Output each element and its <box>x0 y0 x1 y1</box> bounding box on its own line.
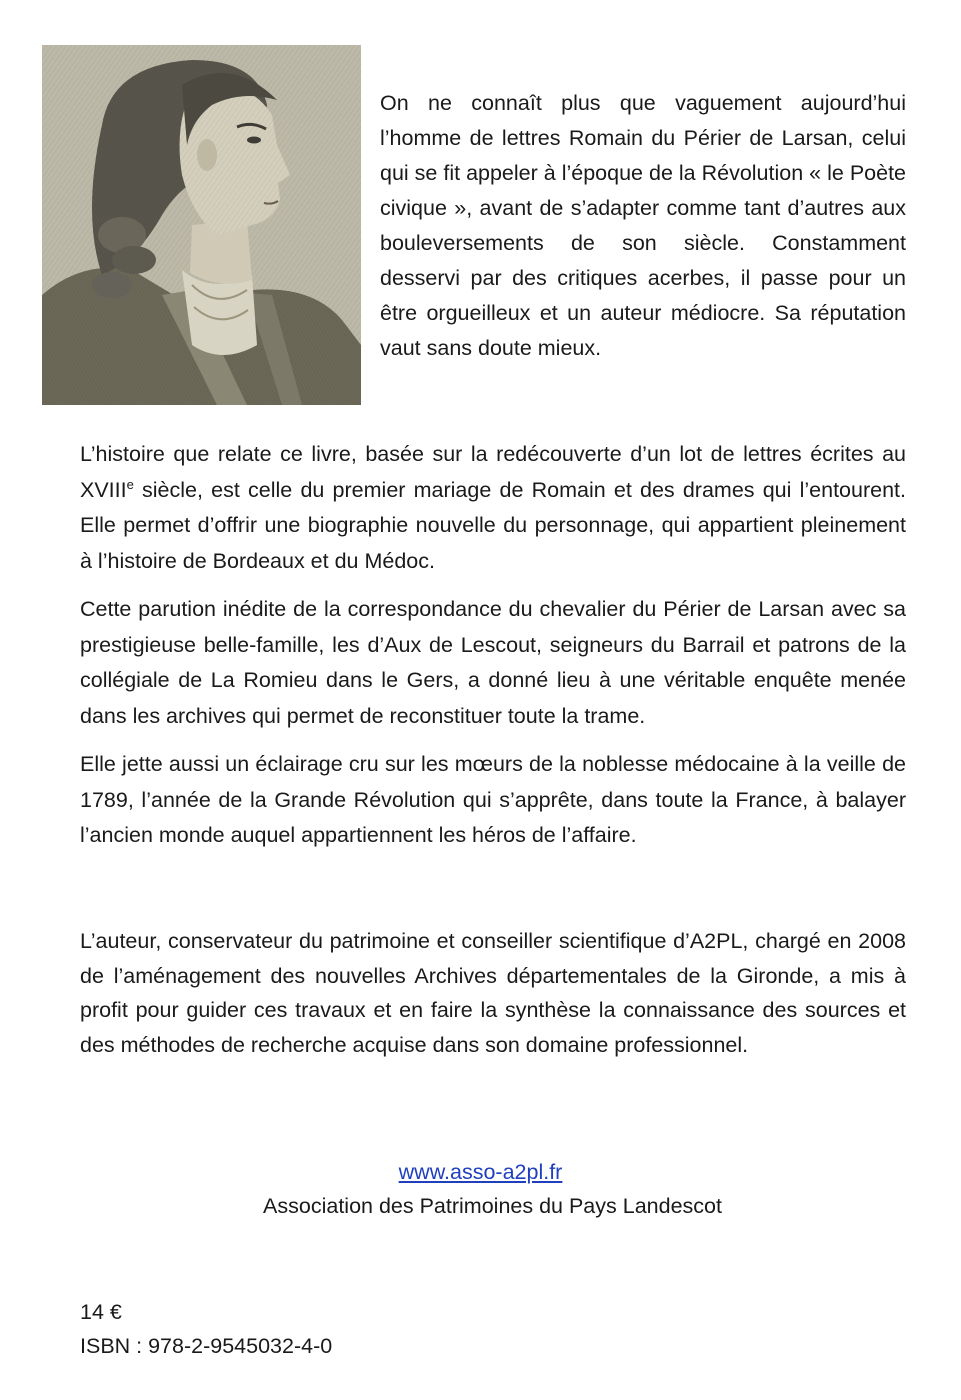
author-paragraph: L’auteur, conservateur du patrimoine et conseiller scientifique d’A2PL, chargé en 2008 de l’aménagement des nouvelles Archives départementales de la Gironde, a mis à profit pour guider ces travaux et en faire la synthèse la connaissance des sources et des méthodes de recherche acquise dans son domaine professionnel. <box>80 929 906 1057</box>
century-superscript: e <box>126 476 134 492</box>
isbn: ISBN : 978-2-9545032-4-0 <box>80 1334 333 1358</box>
paragraph-1-before: L’histoire que relate ce livre, basée sur la redécouverte d’un lot de lettres écrites au XVIII <box>80 442 906 502</box>
website-line <box>0 1157 961 1187</box>
portrait-engraving <box>42 45 361 405</box>
website-link[interactable]: www.asso-a2pl.fr <box>398 1160 563 1184</box>
body-paragraph-1 <box>80 437 906 579</box>
paragraph-1-after: siècle, est celle du premier mariage de Romain et des drames qui l’entourent. Elle permet d’offrir une biographie nouvelle du personnage, qui appartient pleinement à l’histoire de Bordeaux et du Médoc. <box>80 477 906 573</box>
portrait-image <box>42 45 361 405</box>
price: 14 € <box>80 1300 122 1324</box>
intro-paragraph: On ne connaît plus que vaguement aujourd’hui l’homme de lettres Romain du Périer de Larsan, celui qui se fit appeler à l’époque de la Révolution « le Poète civique », avant de s’adapter comme tant d’autres aux bouleversements de son siècle. Constamment desservi par des critiques acerbes, il passe pour un être orgueilleux et un auteur médiocre. Sa réputation vaut sans doute mieux. <box>380 91 906 360</box>
association-name: Association des Patrimoines du Pays Landescot <box>263 1194 722 1218</box>
body-paragraph-3: Elle jette aussi un éclairage cru sur les mœurs de la noblesse médocaine à la veille de 1789, l’année de la Grande Révolution qui s’apprête, dans toute la France, à balayer l’ancien monde auquel appartiennent les héros de l’affaire. <box>80 752 906 847</box>
body-paragraph-2: Cette parution inédite de la correspondance du chevalier du Périer de Larsan avec sa prestigieuse belle-famille, les d’Aux de Lescout, seigneurs du Barrail et patrons de la collégiale de La Romieu dans le Gers, a donné lieu à une véritable enquête menée dans les archives qui permet de reconstituer toute la trame. <box>80 597 906 728</box>
